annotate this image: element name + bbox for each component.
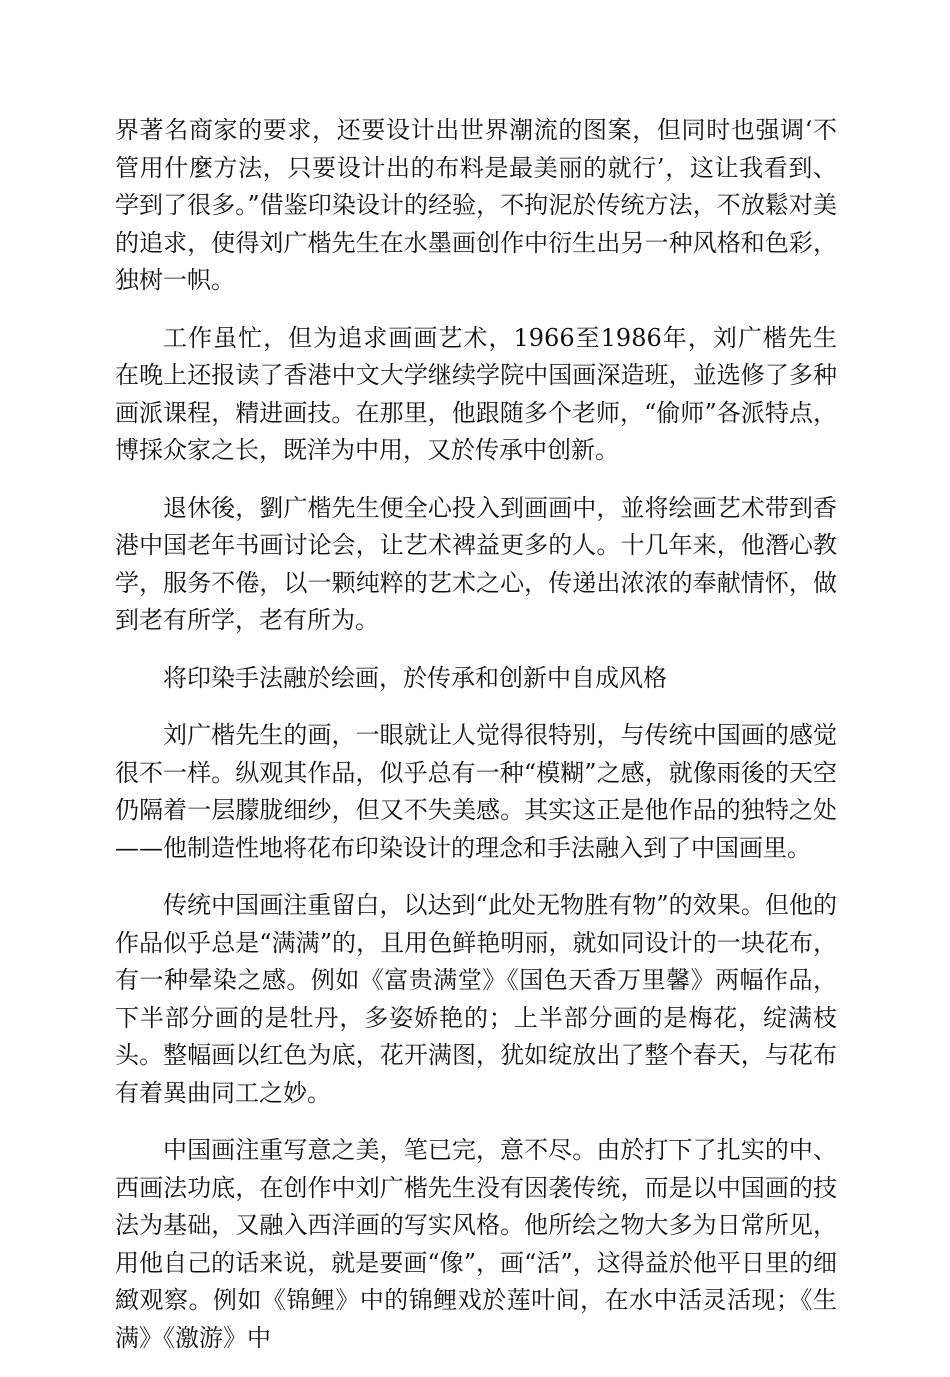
section-heading: 将印染手法融於绘画，於传承和创新中自成风格 xyxy=(163,663,667,692)
article-body xyxy=(115,112,837,1377)
paragraph-2: 工作虽忙，但为追求画画艺术，1966至1986年，刘广楷先生在晚上还报读了香港中文大学继续学院中国画深造班，並选修了多种画派课程，精进画技。在那里，他跟随多个老师，“偷师”各派特点，博採众家之长，既洋为中用，又於传承中创新。 xyxy=(115,323,837,464)
paragraph-3: 退休後，劉广楷先生便全心投入到画画中，並将绘画艺术带到香港中国老年书画讨论会，让艺术裨益更多的人。十几年来，他潛心教学，服务不倦，以一颗纯粹的艺术之心，传递出浓浓的奉献情怀，做到老有所学，老有所为。 xyxy=(115,493,837,634)
paragraph-4: 刘广楷先生的画，一眼就让人觉得很特别，与传统中国画的感觉很不一样。纵观其作品，似乎总有一种“模糊”之感，就像雨後的天空仍隔着一层朦胧细纱，但又不失美感。其实这正是他作品的独特之处——他制造性地将花布印染设计的理念和手法融入到了中国画里。 xyxy=(115,721,837,862)
paragraph-6: 中国画注重写意之美，笔已完，意不尽。由於打下了扎实的中、西画法功底，在创作中刘广楷先生没有因袭传统，而是以中国画的技法为基础，又融入西洋画的写实风格。他所绘之物大多为日常所见，用他自己的话来说，就是要画“像”，画“活”，这得益於他平日里的细緻观察。例如《锦鲤》中的锦鲤戏於莲叶间，在水中活灵活现；《生满》《激游》中 xyxy=(115,1136,837,1352)
paragraph-1: 界著名商家的要求，还要设计出世界潮流的图案，但同时也强调‘不管用什麼方法，只要设计出的布料是最美丽的就行’，这让我看到、学到了很多。”借鉴印染设计的经验，不拘泥於传统方法，不放鬆对美的追求，使得刘广楷先生在水墨画创作中衍生出另一种风格和色彩，独树一帜。 xyxy=(115,116,837,294)
paragraph-5: 传统中国画注重留白，以达到“此处无物胜有物”的效果。但他的作品似乎总是“满满”的，且用色鲜艳明丽，就如同设计的一块花布，有一种晕染之感。例如《富贵满堂》《国色天香万里馨》两幅作品，下半部分画的是牡丹，多姿娇艳的；上半部分画的是梅花，绽满枝头。整幅画以红色为底，花开满图，犹如绽放出了整个春天，与花布有着異曲同工之妙。 xyxy=(115,891,837,1107)
